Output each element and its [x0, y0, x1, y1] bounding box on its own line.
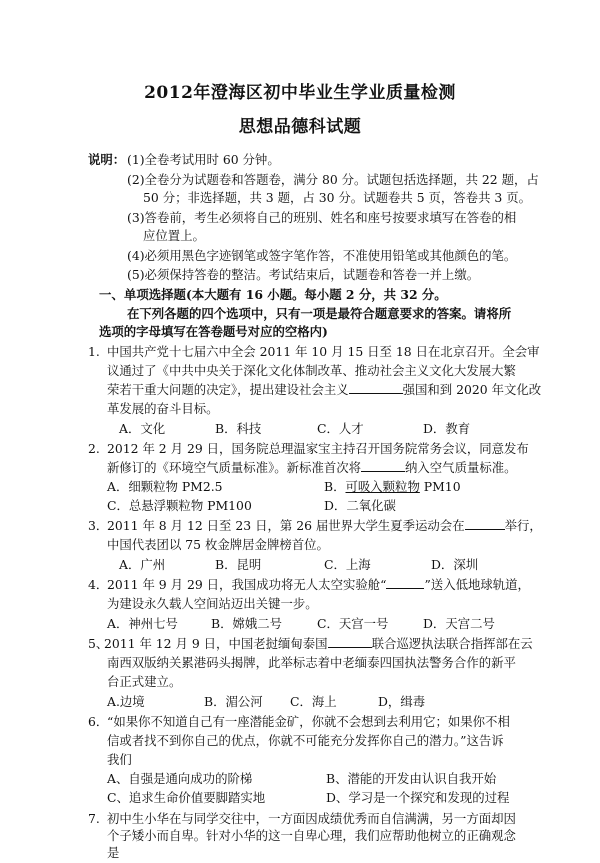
q3-line-1a: 2011 年 8 月 12 日至 23 日，第 26 届世界大学生夏季运动会在: [107, 518, 465, 533]
q2-option-a: A．细颗粒物 PM2.5: [107, 479, 223, 494]
note-4: (4)必须用黑色字迹钢笔或签字笔作答，不准使用铅笔或其他颜色的笔。: [127, 248, 517, 263]
exam-subtitle: 思想品德科试题: [238, 117, 362, 137]
q4-option-c: C．天宫一号: [317, 616, 389, 631]
q2-line-2: [107, 458, 517, 478]
q2-option-b-suffix: PM10: [419, 479, 461, 494]
q5-line-1: [104, 634, 533, 654]
q4-line-1b: ”送入低地球轨道，: [424, 577, 530, 592]
q6-option-d: D、学习是一个探究和发现的过程: [326, 790, 510, 805]
q4-option-b: B．嫦娥二号: [211, 616, 283, 631]
q4-answer-blank: [386, 575, 424, 589]
q6-line-3: 我们: [107, 752, 132, 767]
q1-line-2: 议通过了《中共中央关于深化文化体制改革、推动社会主义文化大发展大繁: [107, 363, 516, 378]
q2-number: 2.: [88, 441, 100, 456]
q6-option-a: A、自强是通向成功的阶梯: [107, 771, 253, 786]
q1-number: 1.: [88, 344, 100, 359]
q4-option-d: D．天宫二号: [423, 616, 495, 631]
q7-line-1: 初中生小华在与同学交往中，一方面因成绩优秀而自信满满，另一方面却因: [107, 811, 516, 826]
q4-option-a: A．神州七号: [107, 616, 178, 631]
q4-line-1a: 2011 年 9 月 29 日，我国成功将无人太空实验舱“: [107, 577, 387, 592]
q1-line-3a: 荣若干重大问题的决定》，提出建设社会主义: [107, 382, 349, 397]
q1-line-4: 革发展的奋斗目标。: [107, 401, 219, 416]
q6-line-2: 信或者找不到你自己的优点，你就不可能充分发挥你自己的潜力。”这告诉: [107, 733, 504, 748]
q2-line-2b: 纳入空气质量标准。: [405, 460, 517, 475]
section-instruction-2: 选项的字母填写在答卷题号对应的空格内): [99, 324, 328, 339]
q5-option-c: C．海上: [290, 694, 337, 709]
q1-line-1: 中国共产党十七届六中全会 2011 年 10 月 15 日至 18 日在北京召开。全会审: [107, 344, 540, 359]
q6-option-c: C、追求生命价值要脚踏实地: [107, 790, 266, 805]
notes-label: 说明：: [88, 152, 126, 167]
q7-line-2: 个子矮小而自卑。针对小华的这一自卑心理，我们应帮助他树立的正确观念: [107, 828, 516, 843]
q2-option-b-prefix: B．: [324, 479, 346, 494]
q3-line-1: [107, 516, 542, 536]
q3-answer-blank: [465, 516, 505, 530]
section-heading: 单项选择题(本大题有 16 小题。每小题 2 分，共 32 分。: [124, 287, 447, 302]
q5-line-1b: 联合巡逻执法联合指挥部在云: [371, 636, 533, 651]
q1-line-3b: 强国和到 2020 年文化改: [402, 382, 542, 397]
q5-line-2: 南西双版纳关累港码头揭牌，此举标志着中老缅泰四国执法警务合作的新平: [107, 655, 516, 670]
q5-line-1a: 2011 年 12 月 9 日，中国老挝缅甸泰国: [104, 636, 328, 651]
note-3a: (3)答卷前，考生必须将自己的班别、姓名和座号按要求填写在答卷的相: [127, 210, 517, 225]
q2-option-b: [324, 477, 461, 497]
note-2b: 50 分；非选择题，共 3 题，占 30 分。试题卷共 5 页，答卷共 3 页。: [143, 190, 532, 205]
q5-option-b: B．湄公河: [204, 694, 263, 709]
q3-number: 3．: [88, 518, 109, 533]
q3-line-2: 中国代表团以 75 枚金牌居金牌榜首位。: [107, 537, 329, 552]
note-5: (5)必须保持答卷的整洁。考试结束后，试题卷和答卷一并上缴。: [127, 267, 480, 282]
q5-option-d: D，缉毒: [378, 694, 426, 709]
q4-number: 4．: [88, 577, 109, 592]
q3-line-1b: 举行，: [504, 518, 542, 533]
note-1: (1)全卷考试用时 60 分钟。: [127, 152, 280, 167]
q7-number: 7.: [88, 811, 100, 826]
q5-answer-blank: [328, 634, 372, 648]
q6-line-1: “如果你不知道自己有一座潜能金矿，你就不会想到去利用它；如果你不相: [107, 714, 510, 729]
q7-line-3: 是: [107, 845, 120, 860]
q1-option-c: C．人才: [317, 421, 364, 436]
q2-option-b-text: 可吸入颗粒物: [345, 479, 420, 494]
q4-line-2: 为建设永久载人空间站迈出关键一步。: [107, 596, 318, 611]
q5-option-a: A.边境: [107, 694, 145, 709]
section-number: 一、: [99, 287, 124, 302]
q1-option-d: D．教育: [423, 421, 471, 436]
q5-number: 5、: [88, 636, 109, 651]
exam-title: 2012年澄海区初中毕业生学业质量检测: [144, 83, 456, 103]
note-3b: 应位置上。: [143, 228, 205, 243]
q3-option-c: C．上海: [324, 557, 371, 572]
note-2a: (2)全卷分为试题卷和答题卷，满分 80 分。试题包括选择题，共 22 题，占: [127, 172, 539, 187]
q1-option-a: A．文化: [119, 421, 166, 436]
q2-option-d: D．二氧化碳: [324, 498, 396, 513]
q5-line-3: 台正式建立。: [107, 674, 182, 689]
section-instruction-1: 在下列各题的四个选项中，只有一项是最符合题意要求的答案。请将所: [127, 306, 512, 321]
q6-number: 6．: [88, 714, 109, 729]
q3-option-b: B．昆明: [215, 557, 262, 572]
q6-option-b: B、潜能的开发由认识自我开始: [326, 771, 497, 786]
q2-option-c: C．总悬浮颗粒物 PM100: [107, 498, 252, 513]
q1-answer-blank: [349, 380, 403, 394]
q2-answer-blank: [361, 458, 405, 472]
q4-line-1: [107, 575, 530, 595]
q1-line-3: [107, 380, 541, 400]
q2-line-2a: 新修订的《环境空气质量标准》。新标准首次将: [107, 460, 362, 475]
q3-option-a: A．广州: [119, 557, 166, 572]
q2-line-1: 2012 年 2 月 29 日，国务院总理温家宝主持召开国务院常务会议，同意发布: [107, 441, 529, 456]
q1-option-b: B．科技: [215, 421, 262, 436]
q3-option-d: D．深圳: [431, 557, 479, 572]
